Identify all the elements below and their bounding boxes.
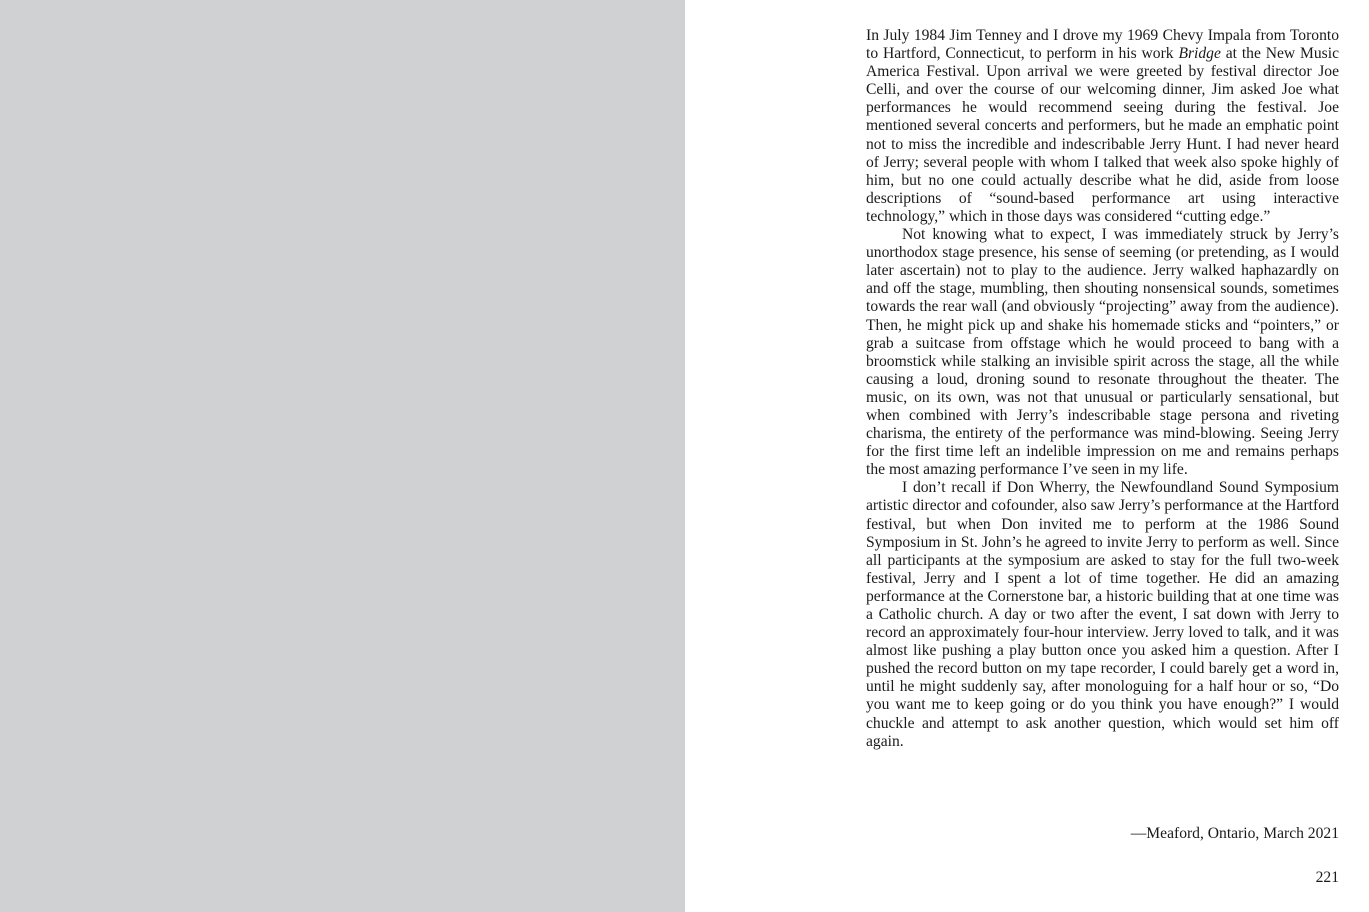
dateline-signature: —Meaford, Ontario, March 2021 (1130, 825, 1339, 842)
paragraph-1 (866, 27, 1339, 226)
paragraph-1-text-a: In July 1984 Jim Tenney and I drove my 1969 Chevy Impala from Toronto to Hartford, Connecticut, to perform in his work (866, 27, 1339, 63)
work-title: Bridge (1178, 45, 1221, 63)
paragraph-3: I don’t recall if Don Wherry, the Newfoundland Sound Symposium artistic director and cofounder, also saw Jerry’s performance at the Hartford festival, but when Don invited me to perform at the 1986 Sound Symposium in St. John’s he agreed to invite Jerry to perform as well. Since all participants at the symposium are asked to stay for the full two-week festival, Jerry and I spent a lot of time together. He did an amazing performance at the Cornerstone bar, a historic building that at one time was a Catholic church. A day or two after the event, I sat down with Jerry to record an approximately four-hour interview. Jerry loved to talk, and it was almost like pushing a play button once you asked him a question. After I pushed the record button on my tape recorder, I could barely get a word in, until he might suddenly say, after monologuing for a half hour or so, “Do you want me to keep going or do you think you have enough?” I would chuckle and attempt to ask another question, which would set him off again. (866, 479, 1339, 750)
paragraph-1-text-b: at the New Music America Festival. Upon arrival we were greeted by festival director Joe Celli, and over the course of our welcoming dinner, Jim asked Joe what performances he would recommend seeing during the festival. Joe mentioned several concerts and performers, but he made an emphatic point not to miss the incredible and indescribable Jerry Hunt. I had never heard of Jerry; several people with whom I talked that week also spoke highly of him, but no one could actually describe what he did, aside from loose descriptions of “sound-based performance art using interactive technology,” which in those days was considered “cutting edge.” (866, 45, 1339, 225)
body-text (866, 27, 1339, 751)
paragraph-2: Not knowing what to expect, I was immediately struck by Jerry’s unorthodox stage presence, his sense of seeming (or pretending, as I would later ascertain) not to play to the audience. Jerry walked haphazardly on and off the stage, mumbling, then shouting nonsensical sounds, sometimes towards the rear wall (and obviously “projecting” away from the audience). Then, he might pick up and shake his homemade sticks and “pointers,” or grab a suitcase from offstage which he would proceed to bang with a broomstick while stalking an invisible spirit across the stage, all the while causing a loud, droning sound to resonate throughout the theater. The music, on its own, was not that unusual or particularly sensational, but when combined with Jerry’s indescribable stage persona and riveting charisma, the entirety of the performance was mind-blowing. Seeing Jerry for the first time left an indelible impression on me and remains perhaps the most amazing performance I’ve seen in my life. (866, 226, 1339, 479)
page-number: 221 (1315, 869, 1339, 886)
